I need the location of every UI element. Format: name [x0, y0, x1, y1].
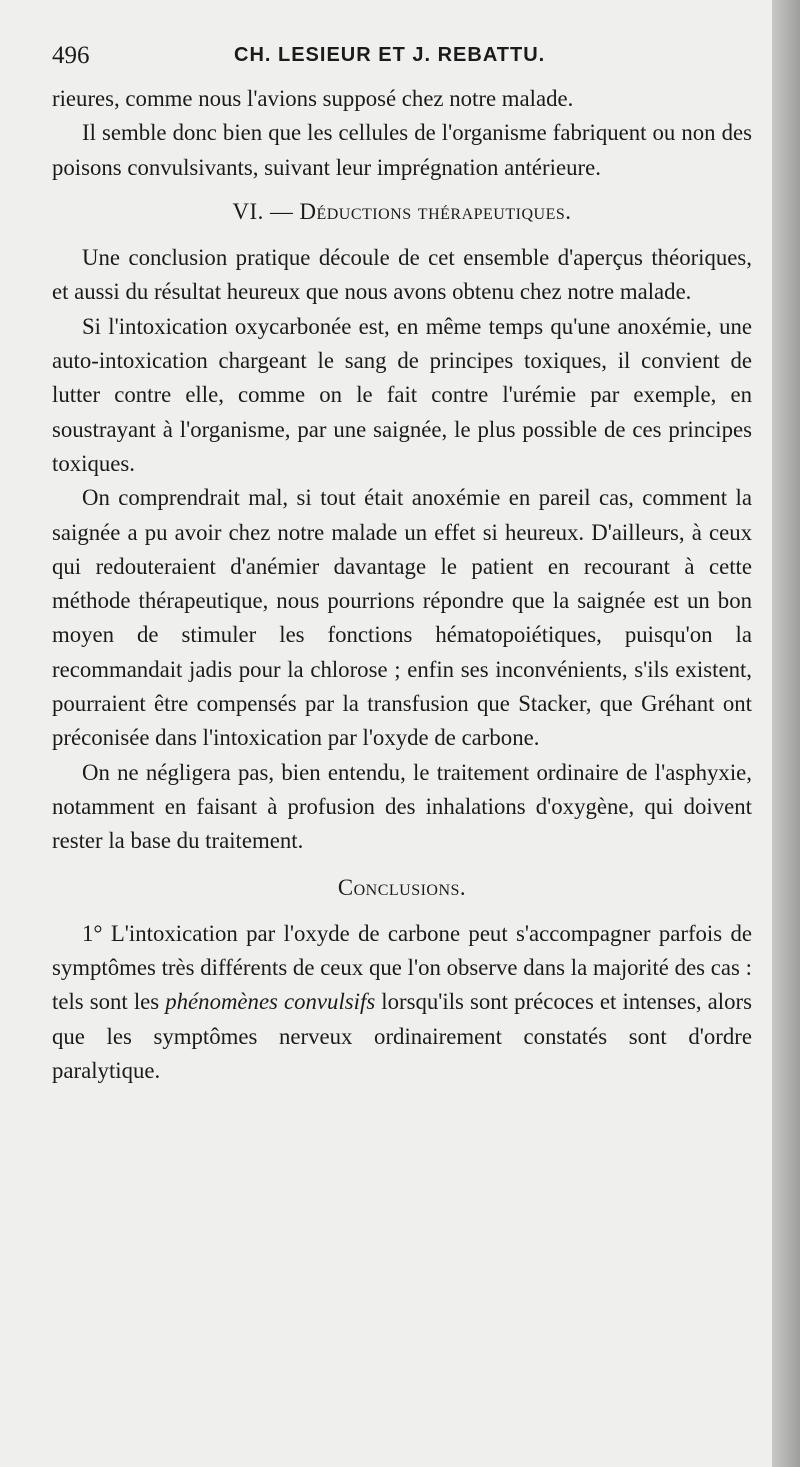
running-head: CH. LESIEUR ET J. REBATTU.	[234, 44, 546, 66]
paragraph: Une conclusion pratique découle de cet ensemble d'aperçus théoriques, et aussi du résultat heureux que nous avons obtenu chez notre malade.	[52, 245, 752, 305]
section-heading: VI. — Déductions thérapeutiques.	[232, 198, 572, 224]
conclusions-heading: Conclusions.	[337, 874, 467, 900]
conclusion-text-italic: phénomènes convulsifs	[165, 989, 376, 1015]
page-body	[52, 82, 752, 1088]
paragraph: Si l'intoxication oxycarbonée est, en même temps qu'une anoxémie, une auto-intoxication chargeant le sang de principes toxiques, il convient de lutter contre elle, comme on le fait contre l'urémie par exemple, en soustrayant à l'organisme, par une saignée, le plus possible de ces principes toxiques.	[52, 313, 752, 476]
paragraph: Il semble donc bien que les cellules de l'organisme fabriquent ou non des poisons convulsivants, suivant leur imprégnation antérieure.	[52, 120, 752, 180]
page-number: 496	[52, 42, 90, 69]
conclusion-text-end: lorsqu'ils sont précoces et intenses, alors que les symptômes nerveux ordinairement constatés sont d'ordre paralytique.	[52, 989, 752, 1084]
conclusion-text-start: 1° L'intoxication par l'oxyde de carbone peut s'accompagner parfois de symptômes très différents de ceux que l'on observe dans la majorité des cas : tels sont les	[52, 920, 752, 1015]
continued-paragraph: rieures, comme nous l'avions supposé chez notre malade.	[52, 86, 574, 111]
conclusion-paragraph	[52, 917, 752, 1088]
paragraph: On ne négligera pas, bien entendu, le traitement ordinaire de l'asphyxie, notamment en faisant à profusion des inhalations d'oxygène, qui doivent rester la base du traitement.	[52, 759, 752, 854]
page-header	[52, 42, 752, 76]
page-edge-shadow	[772, 0, 800, 1467]
paragraph: On comprendrait mal, si tout était anoxémie en pareil cas, comment la saignée a pu avoir chez notre malade un effet si heureux. D'ailleurs, à ceux qui redouteraient d'anémier davantage le patient en recourant à cette méthode thérapeutique, nous pourrions répondre que la saignée est un bon moyen de stimuler les fonctions hématopoiétiques, puisqu'on la recommandait jadis pour la chlorose ; enfin ses inconvénients, s'ils existent, pourraient être compensés par la transfusion que Stacker, que Gréhant ont préconisée dans l'intoxication par l'oxyde de carbone.	[52, 485, 752, 751]
